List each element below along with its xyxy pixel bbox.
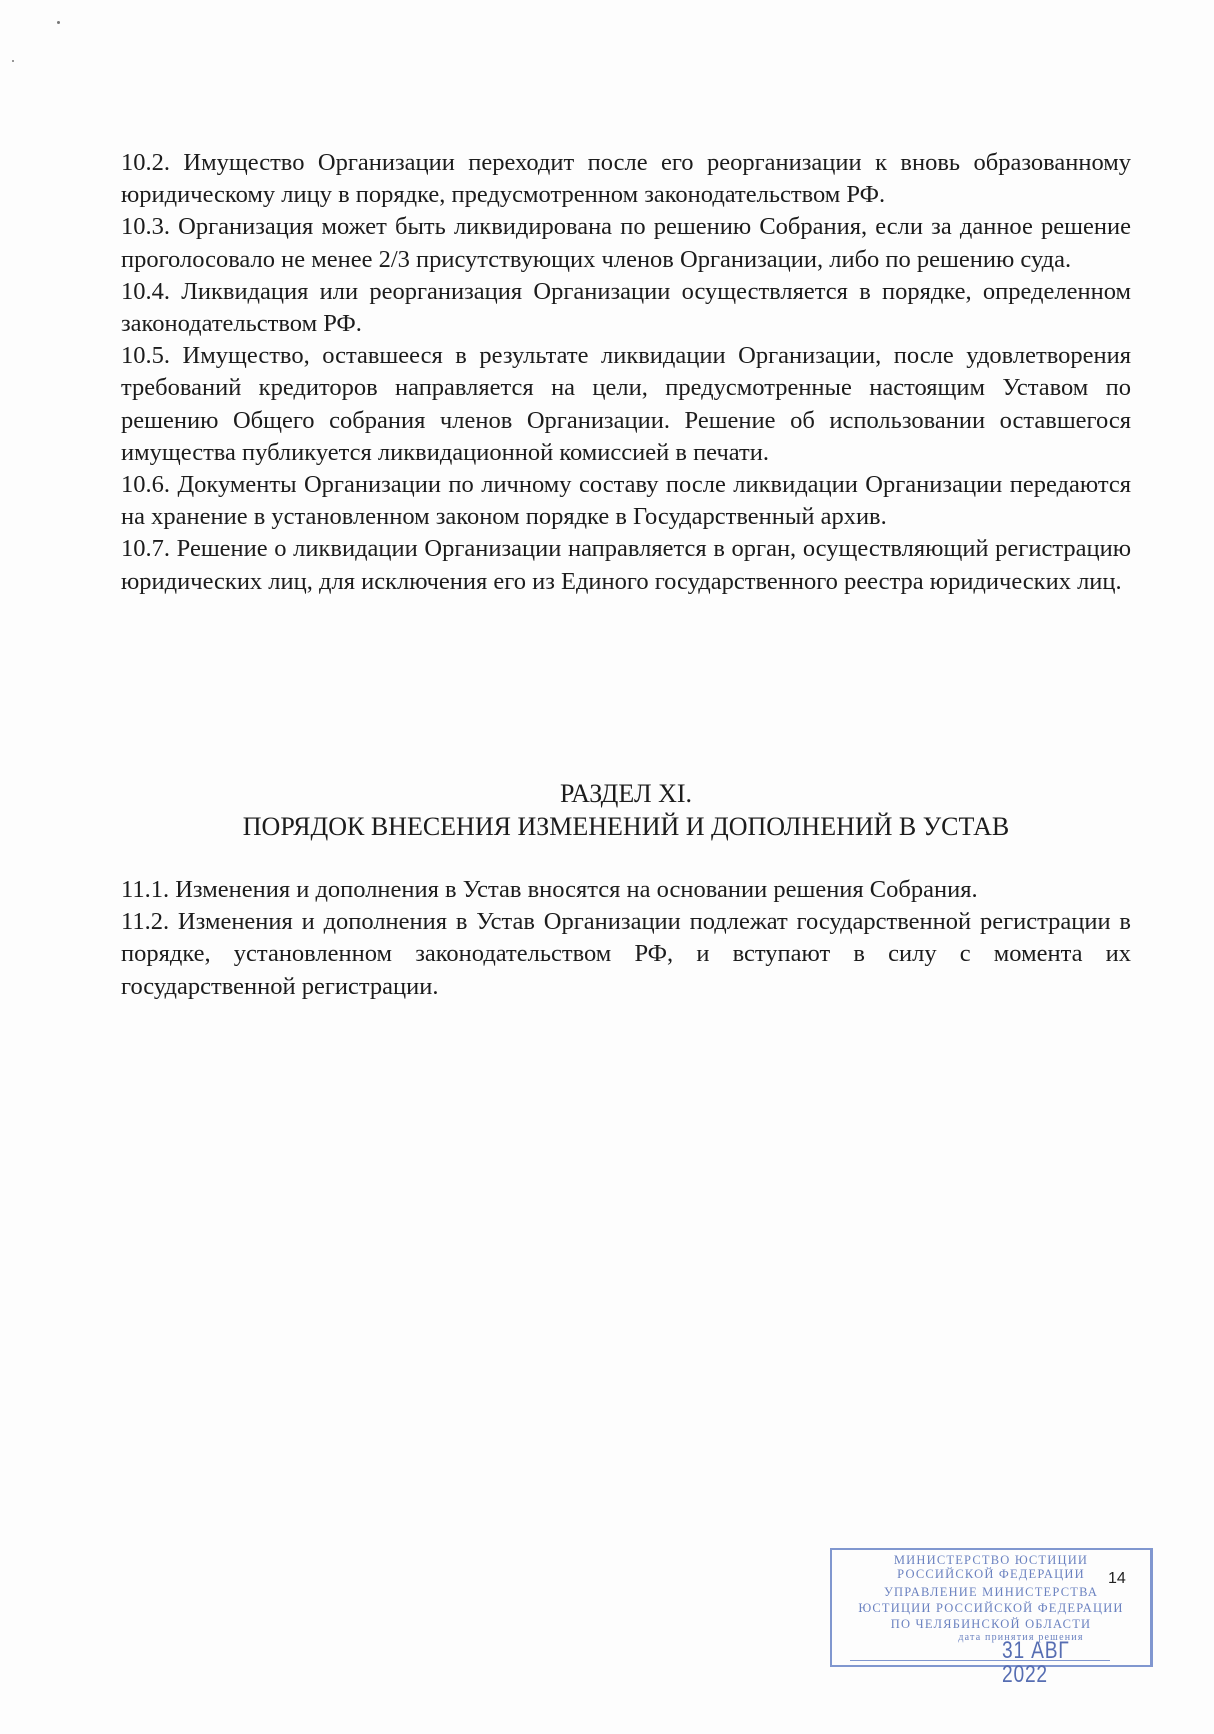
page-number: 14 (1108, 1570, 1126, 1587)
stamp-date: 31 АВГ 2022 (1002, 1637, 1070, 1688)
section-title: ПОРЯДОК ВНЕСЕНИЯ ИЗМЕНЕНИЙ И ДОПОЛНЕНИЙ В УСТАВ (242, 812, 1010, 841)
stamp-line: МИНИСТЕРСТВО ЮСТИЦИИ (893, 1553, 1089, 1567)
stamp-line: РОССИЙСКОЙ ФЕДЕРАЦИИ (897, 1567, 1085, 1581)
stamp-underline (850, 1660, 1110, 1661)
section-11-heading (121, 777, 1131, 843)
registration-stamp (830, 1548, 1153, 1688)
stamp-line: дата принятия решения (958, 1632, 1084, 1643)
stamp-line: УПРАВЛЕНИЕ МИНИСТЕРСТВА (883, 1585, 1099, 1599)
section-number: РАЗДЕЛ XI. (559, 779, 693, 808)
stamp-line: ПО ЧЕЛЯБИНСКОЙ ОБЛАСТИ (890, 1617, 1092, 1631)
paragraph-10-5: 10.5. Имущество, оставшееся в результате ликвидации Организации, после удовлетворения требований кредиторов направляется на цели, предусмотренные настоящим Уставом по решению Общего собрания членов Организации. Решение об использовании оставшегося имущества публикуется ликвидационной комиссией в печати. (121, 342, 1131, 466)
paragraph-10-2: 10.2. Имущество Организации переходит после его реорганизации к вновь образованному юридическому лицу в порядке, предусмотренном законодательством РФ. (121, 149, 1131, 209)
paragraph-10-6: 10.6. Документы Организации по личному составу после ликвидации Организации передаются на хранение в установленном законом порядке в Государственный архив. (121, 471, 1131, 531)
section-11-text (121, 874, 1131, 1003)
stamp-line: ЮСТИЦИИ РОССИЙСКОЙ ФЕДЕРАЦИИ (858, 1601, 1124, 1615)
paragraph-11-1: 11.1. Изменения и дополнения в Устав вносятся на основании решения Собрания. (121, 876, 978, 903)
scan-speck (12, 60, 14, 62)
paragraph-10-7: 10.7. Решение о ликвидации Организации направляется в орган, осуществляющий регистрацию юридических лиц, для исключения его из Единого государственного реестра юридических лиц. (121, 535, 1131, 595)
scan-speck (57, 21, 60, 24)
section-10-text (121, 147, 1131, 598)
paragraph-11-2: 11.2. Изменения и дополнения в Устав Организации подлежат государственной регистрации в порядке, установленном законодательством РФ, и вступают в силу с момента их государственной регистрации. (121, 908, 1131, 1000)
paragraph-10-3: 10.3. Организация может быть ликвидирована по решению Собрания, если за данное решение проголосовало не менее 2/3 присутствующих членов Организации, либо по решению суда. (121, 213, 1131, 273)
paragraph-10-4: 10.4. Ликвидация или реорганизация Организации осуществляется в порядке, определенном законодательством РФ. (121, 277, 1131, 338)
